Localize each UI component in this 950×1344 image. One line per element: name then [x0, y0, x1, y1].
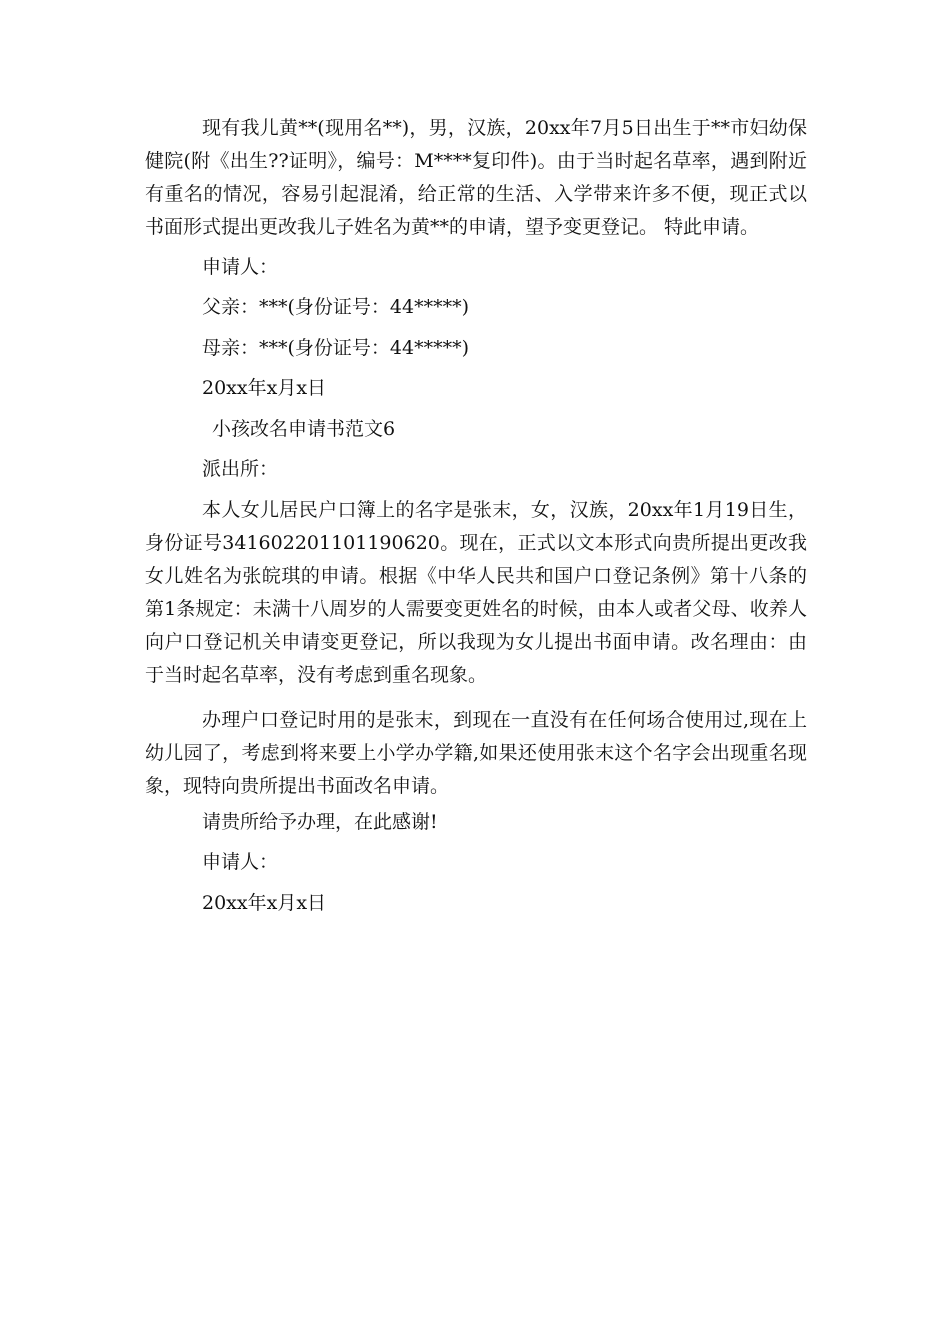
body-paragraph: 办理户口登记时用的是张末，到现在一直没有在任何场合使用过,现在上幼儿园了，考虑到将来要上小学办学籍,如果还使用张末这个名字会出现重名现象，现特向贵所提出书面改名申请。	[145, 709, 807, 797]
father-line: 父亲：***(身份证号：44*****)	[202, 296, 470, 318]
body-paragraph: 本人女儿居民户口簿上的名字是张末，女，汉族，20xx年1月19日生，身份证号341602201101190620。现在，正式以文本形式向贵所提出更改我女儿姓名为张皖琪的申请。根据《中华人民共和国户口登记条例》第十八条的第1条规定：未满十八周岁的人需要变更姓名的时候，由本人或者父母、收养人向户口登记机关申请变更登记，所以我现为女儿提出书面申请。改名理由：由于当时起名草率，没有考虑到重名现象。	[145, 499, 807, 686]
applicant-label: 申请人：	[202, 256, 279, 278]
date-line: 20xx年x月x日	[202, 892, 327, 914]
applicant-label: 申请人：	[202, 851, 279, 873]
closing-line: 请贵所给予办理，在此感谢!	[202, 811, 438, 833]
body-paragraph: 现有我儿黄**(现用名**)，男，汉族，20xx年7月5日出生于**市妇幼保健院(附《出生??证明》，编号：M****复印件)。由于当时起名草率，遇到附近有重名的情况，容易引起混淆，给正常的生活、入学带来许多不便，现正式以书面形式提出更改我儿子姓名为黄**的申请，望予变更登记。 特此申请。	[145, 117, 807, 238]
section-title: 小孩改名申请书范文6	[212, 418, 396, 440]
mother-line: 母亲：***(身份证号：44*****)	[202, 337, 470, 359]
date-line: 20xx年x月x日	[202, 377, 327, 399]
addressee-line: 派出所：	[202, 458, 279, 480]
